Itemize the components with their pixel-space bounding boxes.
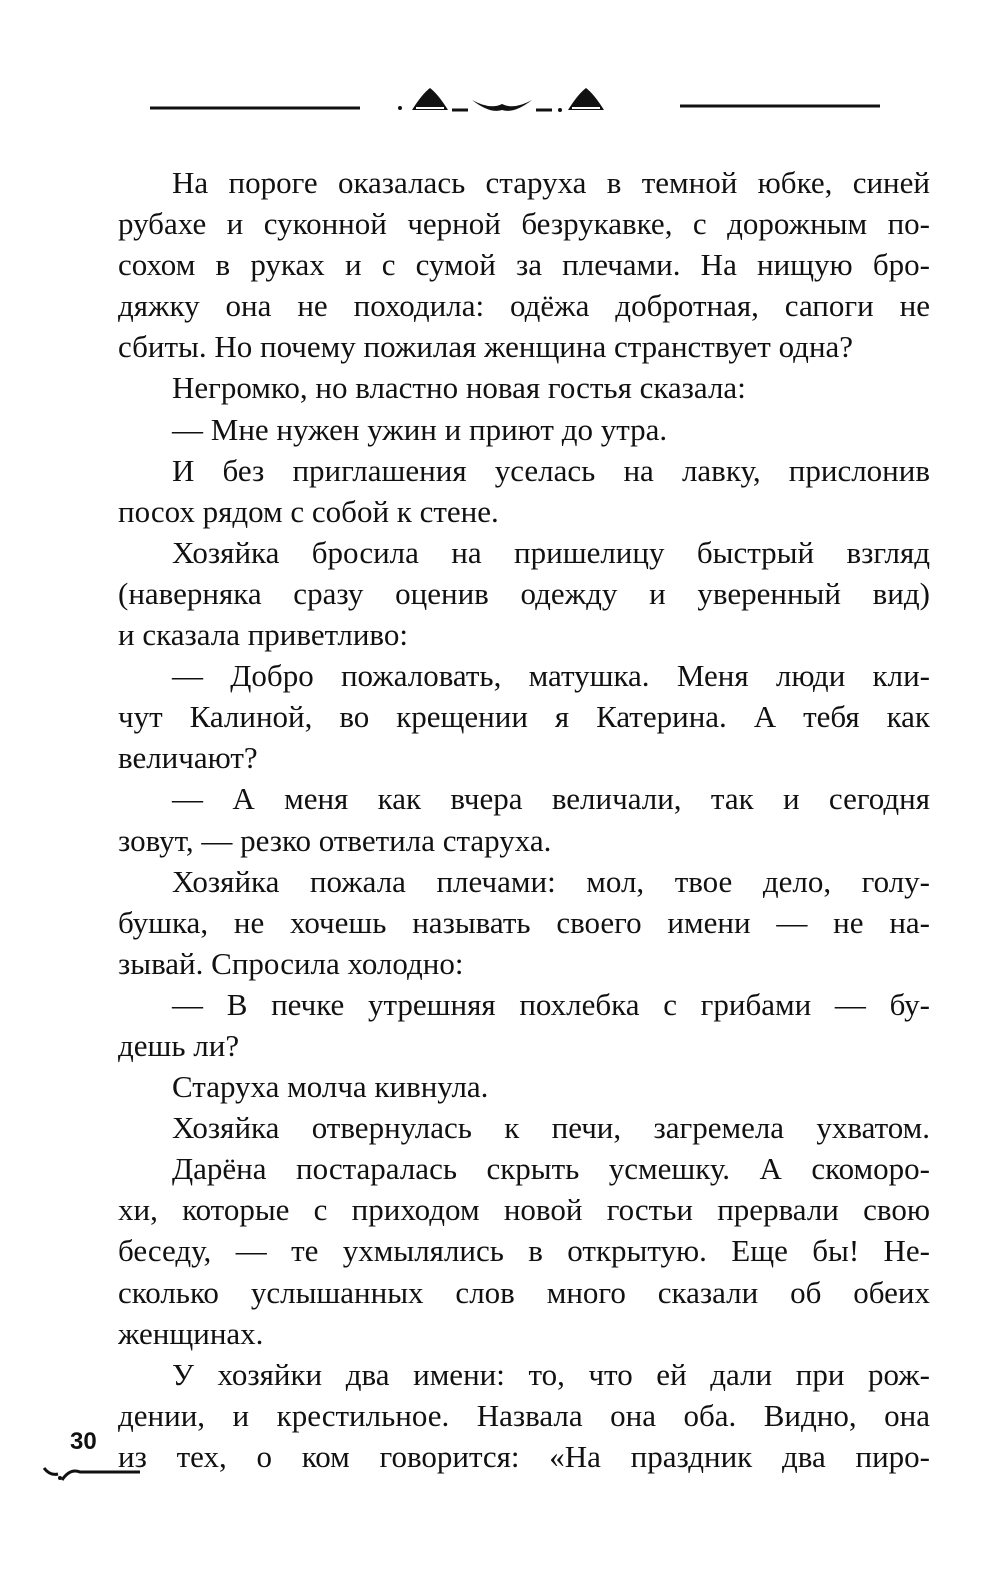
text-line: сбиты. Но почему пожилая женщина странствует одна? [118, 329, 854, 365]
text-line: дешь ли? [118, 1027, 240, 1063]
text-line: женщинах. [118, 1315, 264, 1351]
text-line: чут Калиной, во крещении я Катерина. А тебя как [118, 699, 930, 735]
text-line: Хозяйка бросила на пришелицу быстрый взгляд [172, 534, 930, 570]
text-line: — А меня как вчера величали, так и сегодня [172, 781, 930, 817]
body-text [118, 162, 930, 1477]
text-line: — Добро пожаловать, матушка. Меня люди кли- [172, 658, 930, 694]
text-line: рубахе и суконной черной безрукавке, с дорожным по- [118, 206, 930, 242]
text-line: величают? [118, 740, 258, 776]
text-line: (наверняка сразу оценив одежду и уверенный вид) [118, 575, 930, 611]
text-line: из тех, о ком говорится: «На праздник два пиро- [118, 1438, 930, 1474]
text-line: На пороге оказалась старуха в темной юбке, синей [172, 165, 930, 200]
text-line: Хозяйка отвернулась к печи, загремела ухватом. [172, 1110, 930, 1146]
header-ornament [150, 80, 880, 120]
footer-ornament [40, 1462, 140, 1492]
text-line: сколько услышанных слов много сказали об обеих [118, 1274, 930, 1310]
text-line: — Мне нужен ужин и приют до утра. [172, 411, 668, 447]
text-line: Дарёна постаралась скрыть усмешку. А скоморо- [172, 1151, 930, 1187]
text-line: — В печке утрешняя похлебка с грибами — бу- [172, 986, 930, 1022]
text-line: И без приглашения уселась на лавку, прислонив [172, 452, 930, 488]
text-line: зывай. Спросила холодно: [118, 945, 464, 981]
text-line: Негромко, но властно новая гостья сказала: [172, 370, 746, 406]
text-line: У хозяйки два имени: то, что ей дали при рож- [172, 1356, 930, 1392]
text-line: бушка, не хочешь называть своего имени — не на- [118, 904, 930, 940]
page-number: 30 [70, 1428, 97, 1455]
text-line: сохом в руках и с сумой за плечами. На нищую бро- [118, 247, 930, 283]
text-line: Старуха молча кивнула. [172, 1069, 489, 1105]
text-line: беседу, — те ухмылялись в открытую. Еще бы! Не- [118, 1233, 930, 1269]
text-line: посох рядом с собой к стене. [118, 493, 499, 529]
text-line: Хозяйка пожала плечами: мол, твое дело, голу- [172, 863, 930, 899]
text-line: зовут, — резко ответила старуха. [118, 822, 552, 858]
text-line: и сказала приветливо: [118, 617, 408, 653]
text-line: дении, и крестильное. Назвала она оба. Видно, она [118, 1397, 930, 1433]
text-line: хи, которые с приходом новой гостьи прервали свою [118, 1192, 930, 1228]
text-line: дяжку она не походила: одёжа добротная, сапоги не [118, 288, 930, 324]
